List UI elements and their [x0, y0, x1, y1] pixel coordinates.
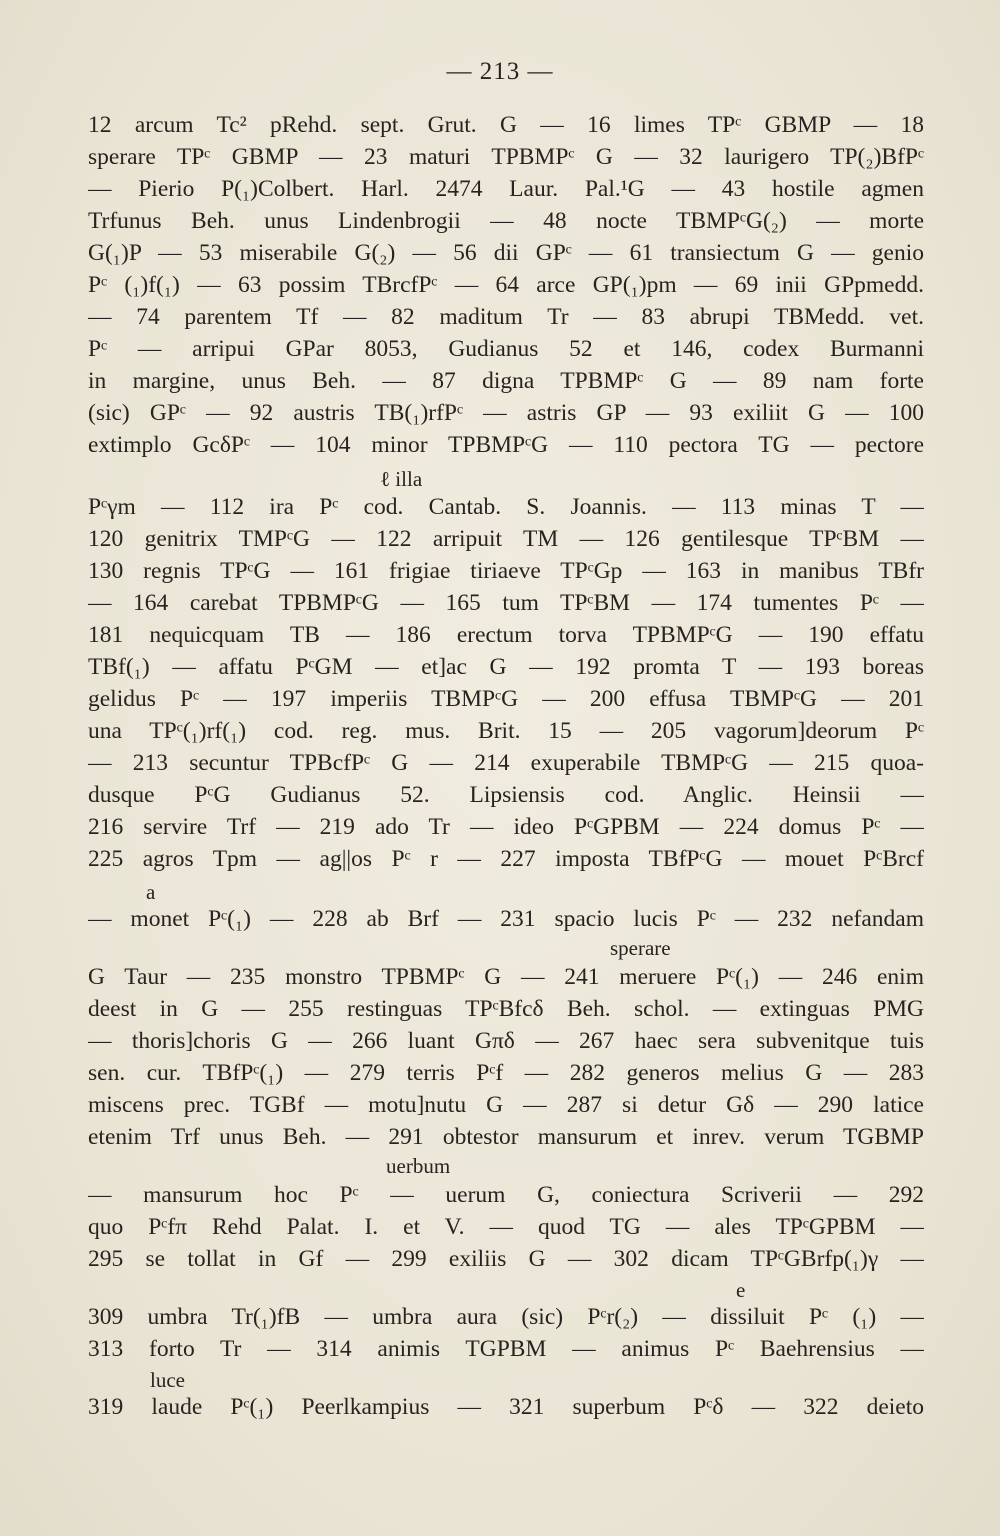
text-line: 319 laude Pᶜ(₁) Peerlkampius — 321 superbum Pᶜδ — 322 deieto	[88, 1394, 924, 1420]
text-line: Trfunus Beh. unus Lindenbrogii — 48 nocte TBMPᶜG(₂) — morte	[88, 208, 924, 234]
text-line: — monet Pᶜ(₁) — 228 ab Brf — 231 spacio lucis Pᶜ — 232 nefandam	[88, 906, 924, 932]
text-line: in margine, unus Beh. — 87 digna TPBMPᶜ G — 89 nam forte	[88, 368, 924, 394]
text-line: 295 se tollat in Gf — 299 exiliis G — 302 dicam TPᶜGBrfp(₁)γ —	[88, 1246, 924, 1272]
text-line: 313 forto Tr — 314 animis TGPBM — animus Pᶜ Baehrensius —	[88, 1336, 924, 1362]
text-line: etenim Trf unus Beh. — 291 obtestor mansurum et inrev. verum TGBMP	[88, 1124, 924, 1150]
text-line: Pᶜ — arripui GPar 8053, Gudianus 52 et 146, codex Burmanni	[88, 336, 924, 362]
text-line: G Taur — 235 monstro TPBMPᶜ G — 241 meruere Pᶜ(₁) — 246 enim	[88, 964, 924, 990]
text-line: 130 regnis TPᶜG — 161 frigiae tiriaeve TPᶜGp — 163 in manibus TBfr	[88, 558, 924, 584]
text-line: dusque PᶜG Gudianus 52. Lipsiensis cod. Anglic. Heinsii —	[88, 782, 924, 808]
text-line: 181 nequicquam TB — 186 erectum torva TPBMPᶜG — 190 effatu	[88, 622, 924, 648]
text-line: — mansurum hoc Pᶜ — uerum G, coniectura Scriverii — 292	[88, 1182, 924, 1208]
text-line: miscens prec. TGBf — motu]nutu G — 287 si detur Gδ — 290 latice	[88, 1092, 924, 1118]
text-line: Pᶜγm — 112 ira Pᶜ cod. Cantab. S. Joannis. — 113 minas T —	[88, 494, 924, 520]
interlinear-note: sperare	[610, 936, 671, 960]
text-line: sen. cur. TBfPᶜ(₁) — 279 terris Pᶜf — 282 generos melius G — 283	[88, 1060, 924, 1086]
text-line: Pᶜ (₁)f(₁) — 63 possim TBrcfPᶜ — 64 arce GP(₁)pm — 69 inii GPpmedd.	[88, 272, 924, 298]
text-line: 225 agros Tpm — ag||os Pᶜ r — 227 imposta TBfPᶜG — mouet PᶜBrcf	[88, 846, 924, 872]
interlinear-note: e	[736, 1278, 746, 1302]
interlinear-note: ℓ illa	[380, 467, 423, 491]
interlinear-note: a	[146, 880, 156, 904]
interlinear-note: uerbum	[386, 1154, 451, 1178]
text-line: — 213 secuntur TPBcfPᶜ G — 214 exuperabile TBMPᶜG — 215 quoa-	[88, 750, 924, 776]
text-line: extimplo GcδPᶜ — 104 minor TPBMPᶜG — 110 pectora TG — pectore	[88, 432, 924, 458]
text-line: deest in G — 255 restinguas TPᶜBfcδ Beh. schol. — extinguas PMG	[88, 996, 924, 1022]
text-line: 12 arcum Tc² pRehd. sept. Grut. G — 16 limes TPᶜ GBMP — 18	[88, 112, 924, 138]
interlinear-note: luce	[150, 1368, 185, 1392]
text-line: TBf(₁) — affatu PᶜGM — et]ac G — 192 promta T — 193 boreas	[88, 654, 924, 680]
text-line: — Pierio P(₁)Colbert. Harl. 2474 Laur. Pal.¹G — 43 hostile agmen	[88, 176, 924, 202]
page-number: — 213 —	[446, 58, 554, 85]
text-line: una TPᶜ(₁)rf(₁) cod. reg. mus. Brit. 15 — 205 vagorum]deorum Pᶜ	[88, 718, 924, 744]
text-line: 216 servire Trf — 219 ado Tr — ideo PᶜGPBM — 224 domus Pᶜ —	[88, 814, 924, 840]
text-line: 309 umbra Tr(₁)fB — umbra aura (sic) Pᶜr(₂) — dissiluit Pᶜ (₁) —	[88, 1304, 924, 1330]
text-line: — 74 parentem Tf — 82 maditum Tr — 83 abrupi TBMedd. vet.	[88, 304, 924, 330]
text-line: — 164 carebat TPBMPᶜG — 165 tum TPᶜBM — 174 tumentes Pᶜ —	[88, 590, 924, 616]
text-line: (sic) GPᶜ — 92 austris TB(₁)rfPᶜ — astris GP — 93 exiliit G — 100	[88, 400, 924, 426]
text-line: gelidus Pᶜ — 197 imperiis TBMPᶜG — 200 effusa TBMPᶜG — 201	[88, 686, 924, 712]
text-line: — thoris]choris G — 266 luant Gπδ — 267 haec sera subvenitque tuis	[88, 1028, 924, 1054]
text-line: sperare TPᶜ GBMP — 23 maturi TPBMPᶜ G — 32 laurigero TP(₂)BfPᶜ	[88, 144, 924, 170]
text-line: G(₁)P — 53 miserabile G(₂) — 56 dii GPᶜ — 61 transiectum G — genio	[88, 240, 924, 266]
text-line: 120 genitrix TMPᶜG — 122 arripuit TM — 126 gentilesque TPᶜBM —	[88, 526, 924, 552]
text-line: quo Pᶜfπ Rehd Palat. I. et V. — quod TG — ales TPᶜGPBM —	[88, 1214, 924, 1240]
